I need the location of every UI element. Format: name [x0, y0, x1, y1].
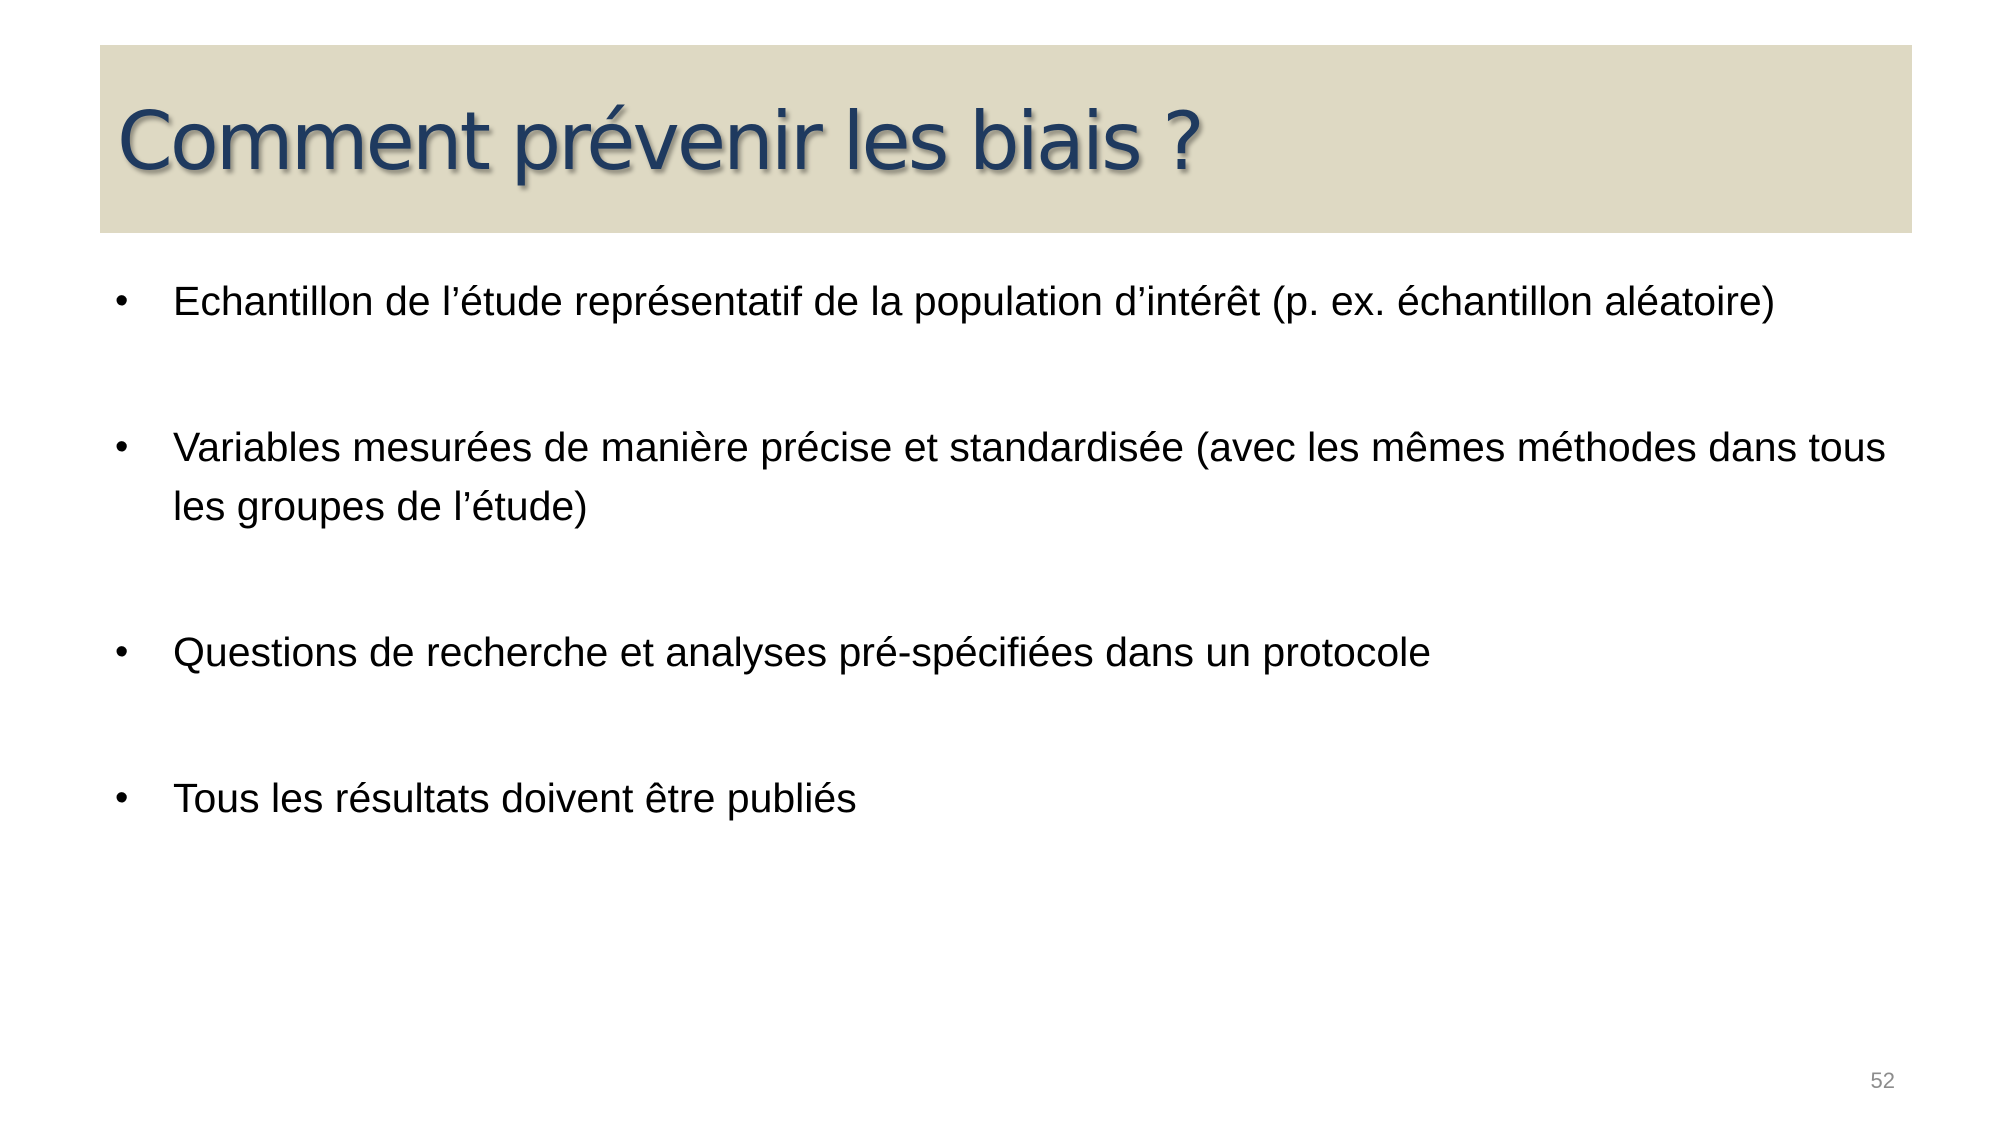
bullet-item-1: [115, 272, 1905, 331]
bullet-list: [115, 272, 1905, 828]
bullet-item-2: [115, 418, 1905, 536]
bullet-text: Tous les résultats doivent être publiés: [173, 775, 857, 821]
bullet-text: Echantillon de l’étude représentatif de la population d’intérêt (p. ex. échantillon aléatoire): [173, 278, 1776, 324]
slide-title: Comment prévenir les biais ?: [117, 95, 1202, 188]
bullet-text: Variables mesurées de manière précise et standardisée (avec les mêmes méthodes dans tous les groupes de l’étude): [173, 424, 1886, 529]
bullet-dot-icon: •: [115, 280, 129, 322]
bullet-dot-icon: •: [115, 631, 129, 673]
bullet-dot-icon: •: [115, 777, 129, 819]
page-number: 52: [1870, 1068, 1895, 1093]
bullet-dot-icon: •: [115, 426, 129, 468]
bullet-item-4: [115, 769, 1905, 828]
bullet-text: Questions de recherche et analyses pré-spécifiées dans un protocole: [173, 629, 1432, 675]
bullet-item-3: [115, 623, 1905, 682]
